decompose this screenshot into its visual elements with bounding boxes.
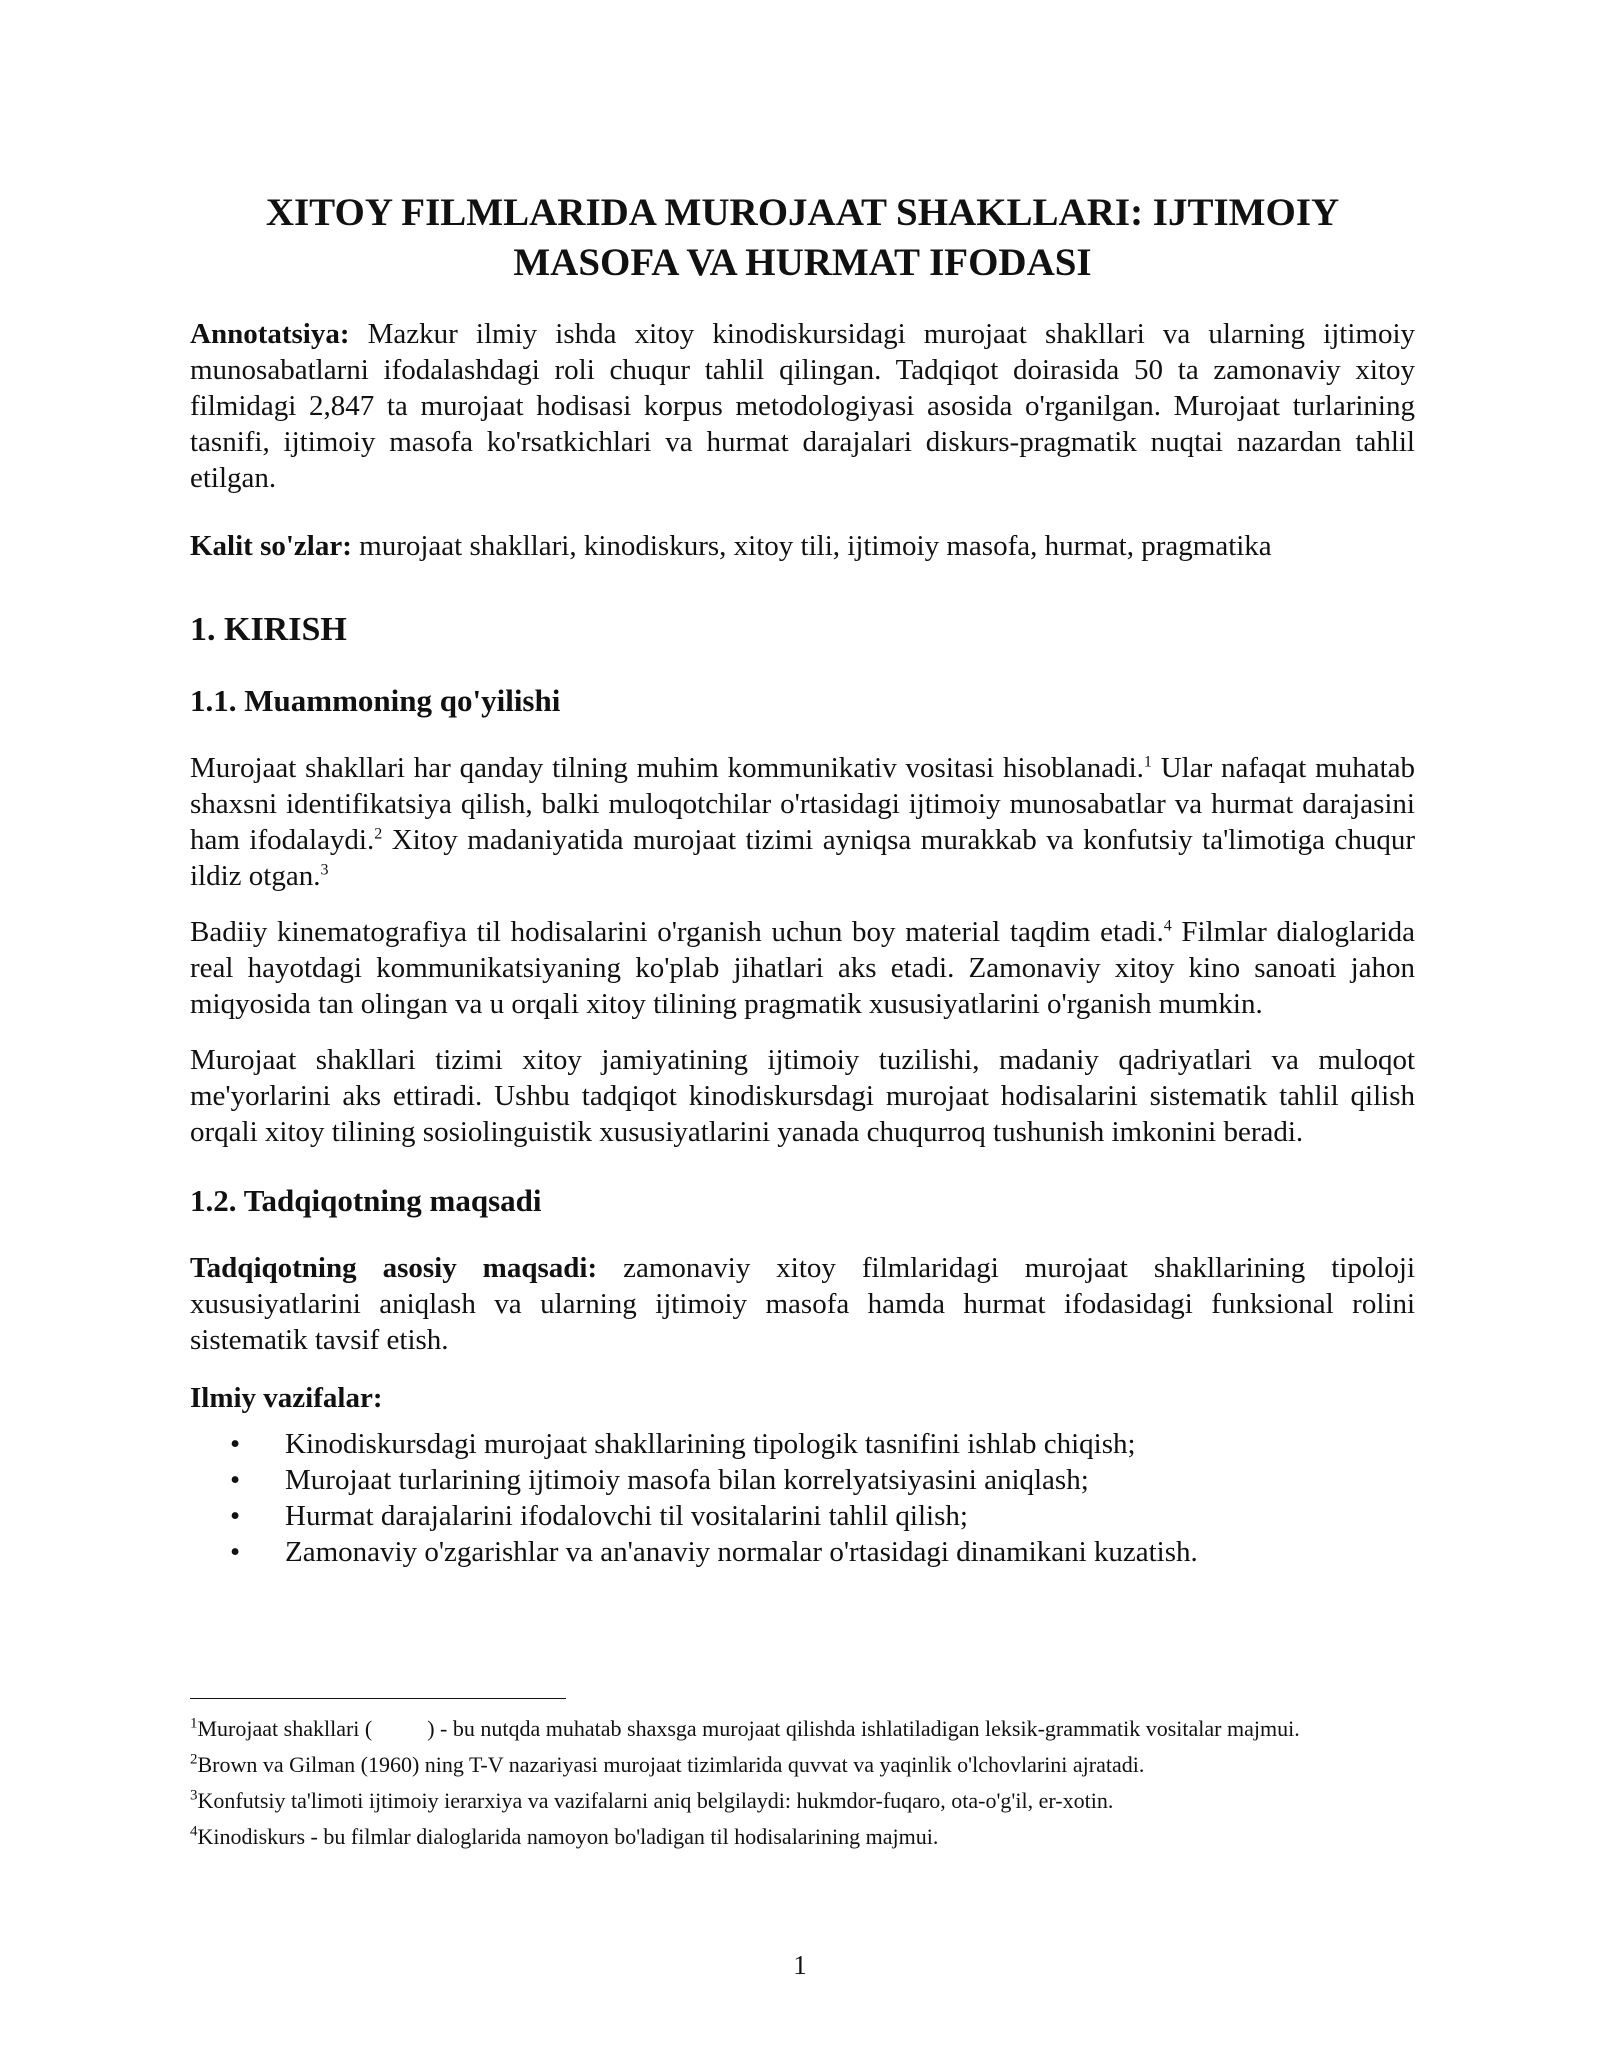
intro-paragraph-3: Murojaat shakllari tizimi xitoy jamiyatining ijtimoiy tuzilishi, madaniy qadriyatlari va muloqot me'yorlarini aks ettiradi. Ushbu tadqiqot kinodiskursdagi murojaat hodisalarini sistematik tahlil qilish orqali xitoy tilining sosiolinguistik xususiyatlarini yanada chuqurroq tushunish imkonini beradi. <box>190 1044 1415 1148</box>
keywords-label: Kalit so'zlar: <box>190 530 352 562</box>
footnote-2 <box>190 1749 1415 1781</box>
footnote-text: Brown va Gilman (1960) ning T-V nazariyasi murojaat tizimlarida quvvat va yaqinlik o'lchovlarini ajratadi. <box>197 1752 1145 1777</box>
list-item <box>230 1462 1415 1498</box>
footnote-text: Konfutsiy ta'limoti ijtimoiy ierarxiya va vazifalarni aniq belgilaydi: hukmdor-fuqaro, ota-o'g'il, er-xotin. <box>197 1788 1114 1813</box>
intro-p2-text-b: Filmlar dialoglarida real hayotdagi kommunikatsiyaning ko'plab jihatlari aks etadi. Zamonaviy xitoy kino sanoati jahon miqyosida tan olingan va u orqali xitoy tilining pragmatik xususiyatlarini o'rganish mumkin. <box>190 916 1415 1020</box>
intro-p1-text-a: Murojaat shakllari har qanday tilning muhim kommunikativ vositasi hisoblanadi. <box>190 752 1144 784</box>
footnote-3 <box>190 1785 1415 1817</box>
footnote-4 <box>190 1821 1415 1853</box>
footnote-number: 3 <box>190 1787 198 1804</box>
intro-paragraph-2 <box>190 914 1415 1022</box>
bullet-icon: • <box>230 1500 241 1532</box>
title-line-1: XITOY FILMLARIDA MUROJAAT SHAKLLARI: IJTIMOIY <box>265 191 1340 234</box>
footnote-ref-2[interactable]: 2 <box>374 825 383 843</box>
tasks-label: Ilmiy vazifalar: <box>190 1382 383 1414</box>
intro-p1-text-b: Ular nafaqat muhatab shaxsni identifikatsiya qilish, balki muloqotchilar o'rtasidagi ijtimoiy munosabatlar va hurmat darajasini ham ifodalaydi. <box>190 752 1415 856</box>
bullet-icon: • <box>230 1536 241 1568</box>
keywords-paragraph <box>190 528 1415 564</box>
subsection-heading-problem: 1.1. Muammoning qo'yilishi <box>190 683 561 718</box>
task-text: Murojaat turlarining ijtimoiy masofa bilan korrelyatsiyasini aniqlash; <box>285 1464 1089 1496</box>
task-text: Kinodiskursdagi murojaat shakllarining tipologik tasnifini ishlab chiqish; <box>285 1428 1136 1460</box>
abstract-label: Annotatsiya: <box>190 318 350 350</box>
list-item <box>230 1498 1415 1534</box>
footnote-text: Kinodiskurs - bu filmlar dialoglarida namoyon bo'ladigan til hodisalarining majmui. <box>197 1824 939 1849</box>
abstract-paragraph <box>190 316 1415 496</box>
goal-text: zamonaviy xitoy filmlaridagi murojaat shakllarining tipoloji xususiyatlarini aniqlash va ularning ijtimoiy masofa hamda hurmat ifodasidagi funksional rolini sistematik tavsif etish. <box>190 1252 1416 1356</box>
footnote-ref-3[interactable]: 3 <box>320 861 329 879</box>
footnote-number: 4 <box>190 1823 198 1840</box>
abstract-text: Mazkur ilmiy ishda xitoy kinodiskursidagi murojaat shakllari va ularning ijtimoiy munosabatlarni ifodalashdagi roli chuqur tahlil qilingan. Tadqiqot doirasida 50 ta zamonaviy xitoy filmidagi 2,847 ta murojaat hodisasi korpus metodologiyasi asosida o'rganilgan. Murojaat turlarining tasnifi, ijtimoiy masofa ko'rsatkichlari va hurmat darajalari diskurs-pragmatik nuqtai nazardan tahlil etilgan. <box>190 318 1415 494</box>
list-item <box>230 1534 1415 1570</box>
section-heading-introduction: 1. KIRISH <box>190 611 347 648</box>
footnote-ref-4[interactable]: 4 <box>1163 917 1172 935</box>
subsection-heading-goal: 1.2. Tadqiqotning maqsadi <box>190 1183 542 1218</box>
bullet-icon: • <box>230 1464 241 1496</box>
intro-p1-text-c: Xitoy madaniyatida murojaat tizimi ayniqsa murakkab va konfutsiy ta'limotiga chuqur ildiz otgan. <box>190 824 1415 892</box>
goal-label: Tadqiqotning asosiy maqsadi: <box>190 1252 598 1284</box>
goal-paragraph <box>190 1250 1415 1358</box>
footnote-number: 2 <box>190 1751 198 1768</box>
task-text: Hurmat darajalarini ifodalovchi til vositalarini tahlil qilish; <box>285 1500 968 1532</box>
intro-paragraph-1 <box>190 750 1415 894</box>
page-body <box>190 188 1415 1570</box>
list-item <box>230 1426 1415 1462</box>
footnote-text: Murojaat shakllari ( ) - bu nutqda muhatab shaxsga murojaat qilishda ishlatiladigan leksik-grammatik vositalar majmui. <box>197 1716 1300 1741</box>
bullet-icon: • <box>230 1428 241 1460</box>
page-title <box>190 188 1415 288</box>
title-line-2: MASOFA VA HURMAT IFODASI <box>513 241 1092 284</box>
footnote-ref-1[interactable]: 1 <box>1143 753 1152 771</box>
task-text: Zamonaviy o'zgarishlar va an'anaviy normalar o'rtasidagi dinamikani kuzatish. <box>285 1536 1198 1568</box>
footnote-1 <box>190 1713 1415 1745</box>
page-number: 1 <box>793 1950 807 1980</box>
footnote-number: 1 <box>190 1715 198 1732</box>
keywords-text: murojaat shakllari, kinodiskurs, xitoy tili, ijtimoiy masofa, hurmat, pragmatika <box>351 530 1272 562</box>
intro-p2-text-a: Badiiy kinematografiya til hodisalarini o'rganish uchun boy material taqdim etadi. <box>190 916 1164 948</box>
footnotes <box>190 1713 1415 1857</box>
tasks-list <box>190 1426 1415 1570</box>
footnote-separator <box>190 1698 566 1699</box>
